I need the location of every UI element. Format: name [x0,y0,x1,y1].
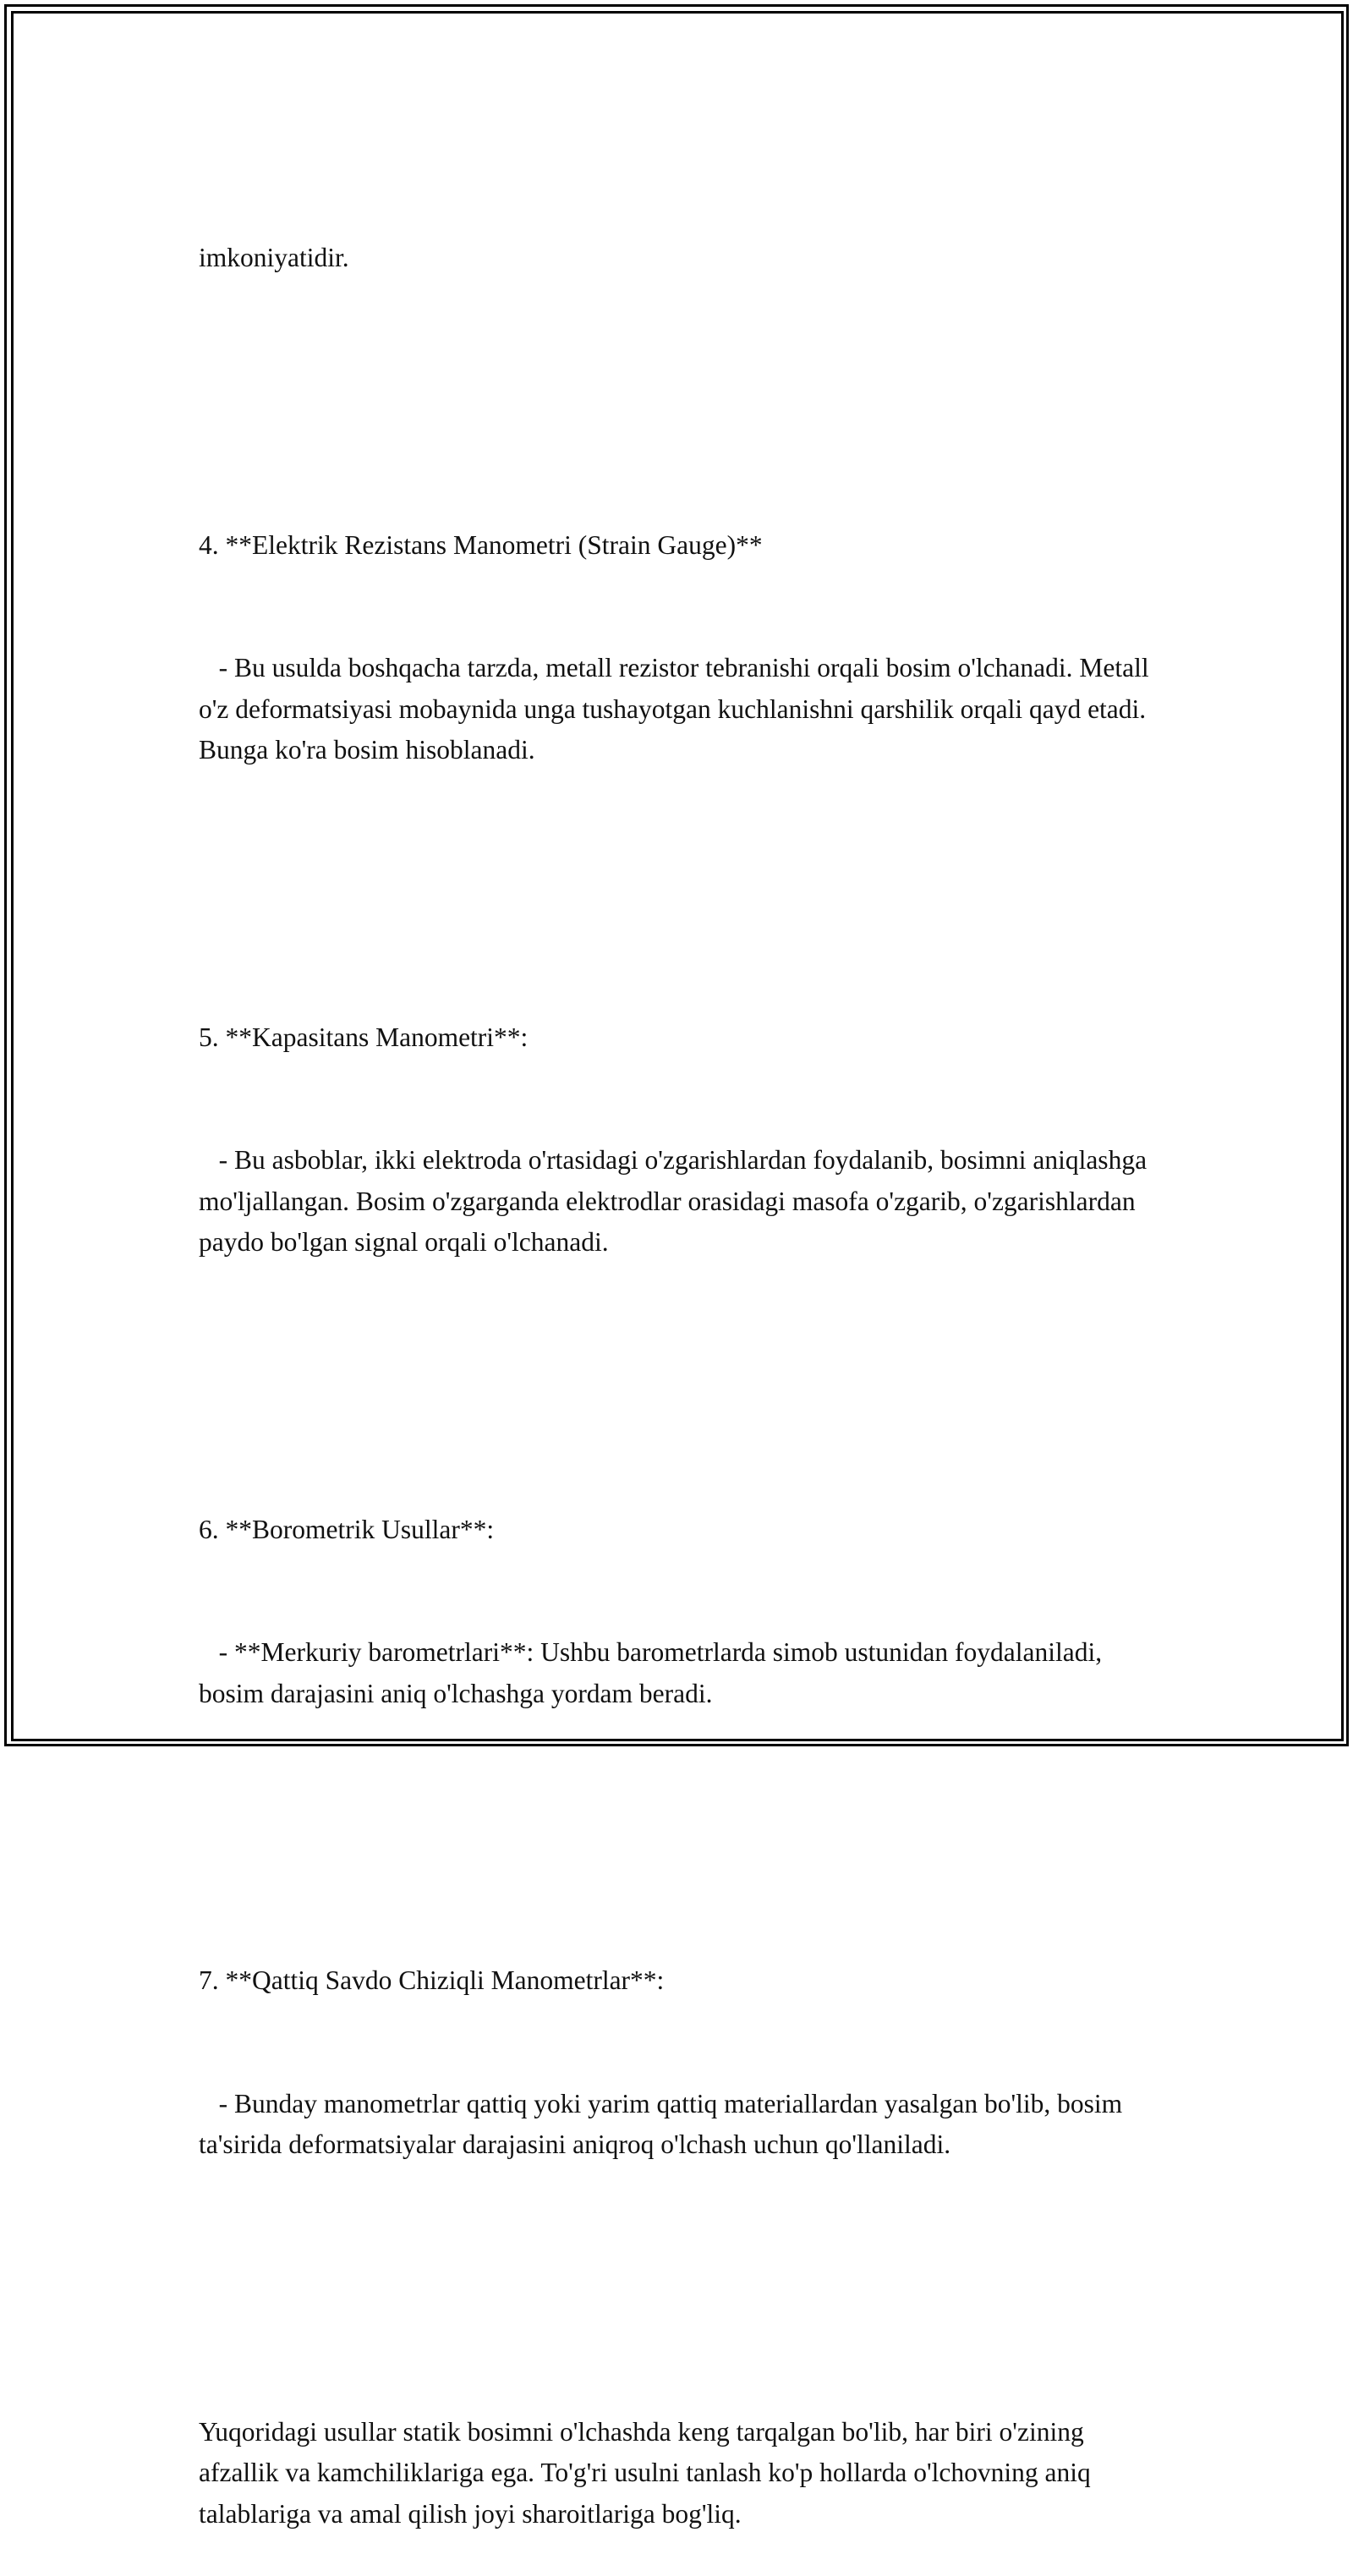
section-heading: 5. **Kapasitans Manometri**: [199,1022,529,1052]
spacer [199,361,1163,403]
section-heading: 6. **Borometrik Usullar**: [199,1514,495,1544]
section-heading: 7. **Qattiq Savdo Chiziqli Manometrlar**: [199,1965,665,1995]
section-body: - Bu usulda boshqacha tarzda, metall rezistor tebranishi orqali bosim o'lchanadi. Metall o'z deformatsiyasi mobaynida unga tushayotgan kuchlanishni qarshilik orqali qayd etadi. Bunga ko'ra bosim hisoblanadi. [199,653,1156,765]
spacer [199,2248,1163,2289]
intro-line: imkoniyatidir. [199,243,349,272]
section-body: - Bu asboblar, ikki elektroda o'rtasidagi o'zgarishlardan foydalanib, bosimni aniqlashga mo'ljallangan. Bosim o'zgarganda elektrodlar orasidagi masofa o'zgarib, o'zgarishlardan paydo bo'lgan signal orqali o'lchanadi. [199,1145,1153,1257]
section-body: - Bunday manometrlar qattiq yoki yarim qattiq materiallardan yasalgan bo'lib, bosim ta'sirida deformatsiyalar darajasini aniqroq o'lchash uchun qo'llaniladi. [199,2088,1130,2159]
conclusion-paragraph: Yuqoridagi usullar statik bosimni o'lchashda keng tarqalgan bo'lib, har biri o'zining afzallik va kamchiliklariga ega. To'g'ri usulni tanlash ko'p hollarda o'lchovning aniq talablariga va amal qilish joyi sharoitlariga bog'liq. [199,2416,1098,2529]
section-heading: 4. **Elektrik Rezistans Manometri (Strain Gauge)** [199,529,763,560]
spacer [199,1796,1163,1838]
spacer [199,1346,1163,1387]
section-body: - **Merkuriy barometrlari**: Ushbu barometrlarda simob ustunidan foydalaniladi, bosim darajasini aniq o'lchashga yordam beradi. [199,1637,1109,1708]
document-body [199,156,1163,2576]
spacer [199,853,1163,895]
